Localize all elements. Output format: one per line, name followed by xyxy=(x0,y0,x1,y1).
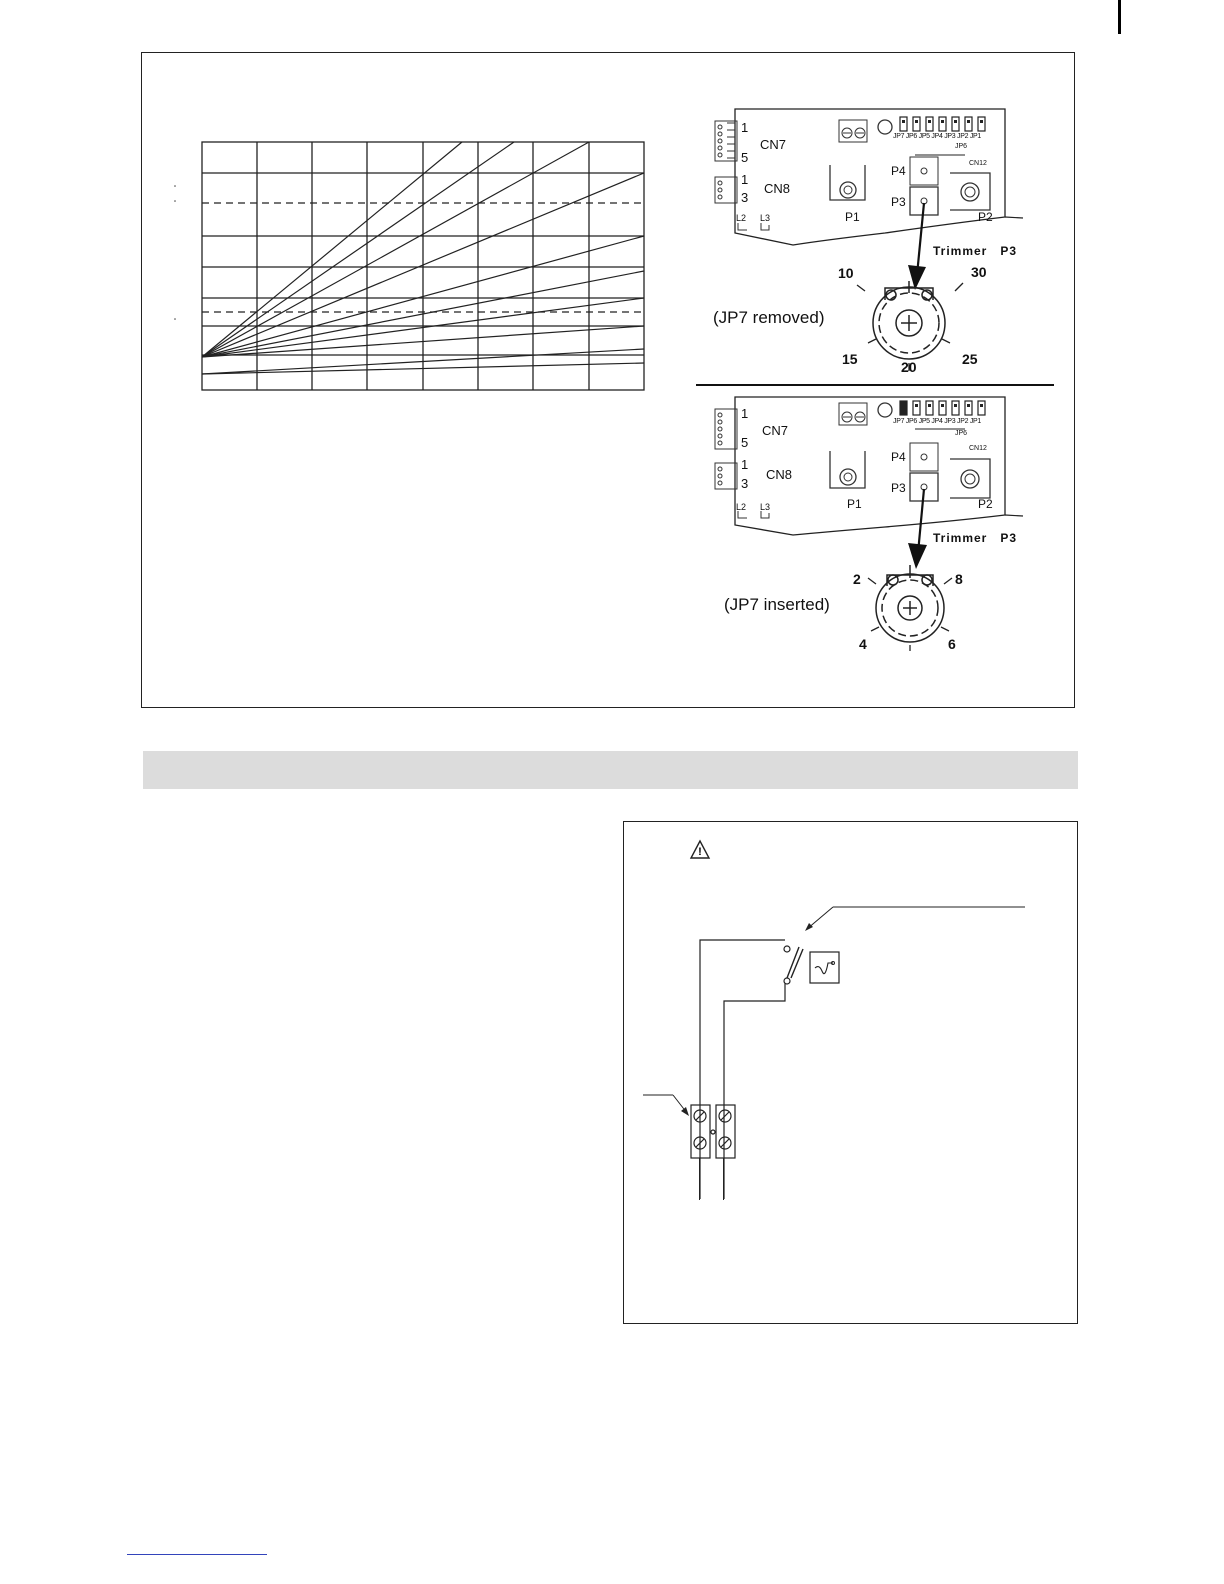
p1-trimmer xyxy=(840,469,856,485)
p2-label: P2 xyxy=(978,210,993,224)
section-heading-band xyxy=(143,751,1078,789)
mode-label: (JP7 removed) xyxy=(713,308,825,327)
p2-label: P2 xyxy=(978,497,993,511)
cn8-label: CN8 xyxy=(766,467,793,482)
scale-20: 20 xyxy=(901,359,917,375)
led-l3-label: L3 xyxy=(760,502,771,512)
cn8-pin-first: 1 xyxy=(741,457,749,472)
jp6-label: JP6 xyxy=(955,143,968,150)
scale-30: 30 xyxy=(971,264,987,280)
scale-25: 25 xyxy=(962,351,978,367)
board-divider xyxy=(696,384,1054,386)
arrow-head xyxy=(908,265,926,290)
wire-right-lower xyxy=(723,1158,724,1200)
scale-10: 10 xyxy=(838,265,854,281)
terminal-block xyxy=(691,1105,735,1158)
scale-2: 2 xyxy=(853,571,861,587)
board-jp7-inserted xyxy=(705,393,1040,658)
trimmer-label: Trimmer P3 xyxy=(933,531,1018,545)
jumper-labels: JP7 JP6 JP5 JP4 JP3 JP2 JP1 xyxy=(893,418,982,425)
mode-label: (JP7 inserted) xyxy=(724,595,830,614)
cn7-label: CN7 xyxy=(760,137,787,152)
wire-left-lower xyxy=(699,1158,700,1200)
scale-6: 6 xyxy=(948,636,956,652)
cn7-label: CN7 xyxy=(762,423,789,438)
p1-label: P1 xyxy=(845,210,860,224)
cn7-pin-last: 5 xyxy=(741,150,749,165)
cn8-pin-last: 3 xyxy=(741,190,749,205)
scale-15: 15 xyxy=(842,351,858,367)
p4-label: P4 xyxy=(891,450,906,464)
trimmer-dial xyxy=(876,565,944,642)
wiring-diagram xyxy=(623,821,1078,1324)
p2-trimmer xyxy=(961,183,979,201)
footer-link-rule xyxy=(127,1554,267,1555)
p3-label: P3 xyxy=(891,195,906,209)
cn8-pin-first: 1 xyxy=(741,172,749,187)
power-terminal xyxy=(839,120,867,142)
led-l3-label: L3 xyxy=(760,213,771,223)
p2-trimmer xyxy=(961,470,979,488)
board-jp7-removed xyxy=(705,105,1040,380)
trimmer-dial xyxy=(873,281,945,359)
cn7-pin-last: 5 xyxy=(741,435,749,450)
warning-glyph: ! xyxy=(698,846,702,858)
led-l2-label: L2 xyxy=(736,502,747,512)
jp6-label: JP6 xyxy=(955,430,968,437)
cn7-pin-first: 1 xyxy=(741,406,749,421)
p1-label: P1 xyxy=(847,497,862,511)
thermostat-symbol-icon xyxy=(810,952,839,983)
p4-box xyxy=(910,443,938,471)
p4-label: P4 xyxy=(891,164,906,178)
p3-label: P3 xyxy=(891,481,906,495)
warning-triangle-icon xyxy=(691,841,709,858)
jumper-labels: JP7 JP6 JP5 JP4 JP3 JP2 JP1 xyxy=(893,133,982,140)
scale-4: 4 xyxy=(859,636,867,652)
arrow-head xyxy=(908,543,927,569)
slope-graph xyxy=(170,130,660,405)
p1-trimmer xyxy=(840,182,856,198)
p4-box xyxy=(910,157,938,185)
cn12-label: CN12 xyxy=(969,445,987,452)
trimmer-label: Trimmer P3 xyxy=(933,244,1018,258)
jumper-row xyxy=(900,117,985,131)
header-rule xyxy=(1118,0,1121,34)
cn8-pin-last: 3 xyxy=(741,476,749,491)
led-l2-label: L2 xyxy=(736,213,747,223)
jumper-row xyxy=(900,401,985,415)
cn8-label: CN8 xyxy=(764,181,791,196)
cn12-label: CN12 xyxy=(969,160,987,167)
cn7-pin-first: 1 xyxy=(741,120,749,135)
scale-8: 8 xyxy=(955,571,963,587)
